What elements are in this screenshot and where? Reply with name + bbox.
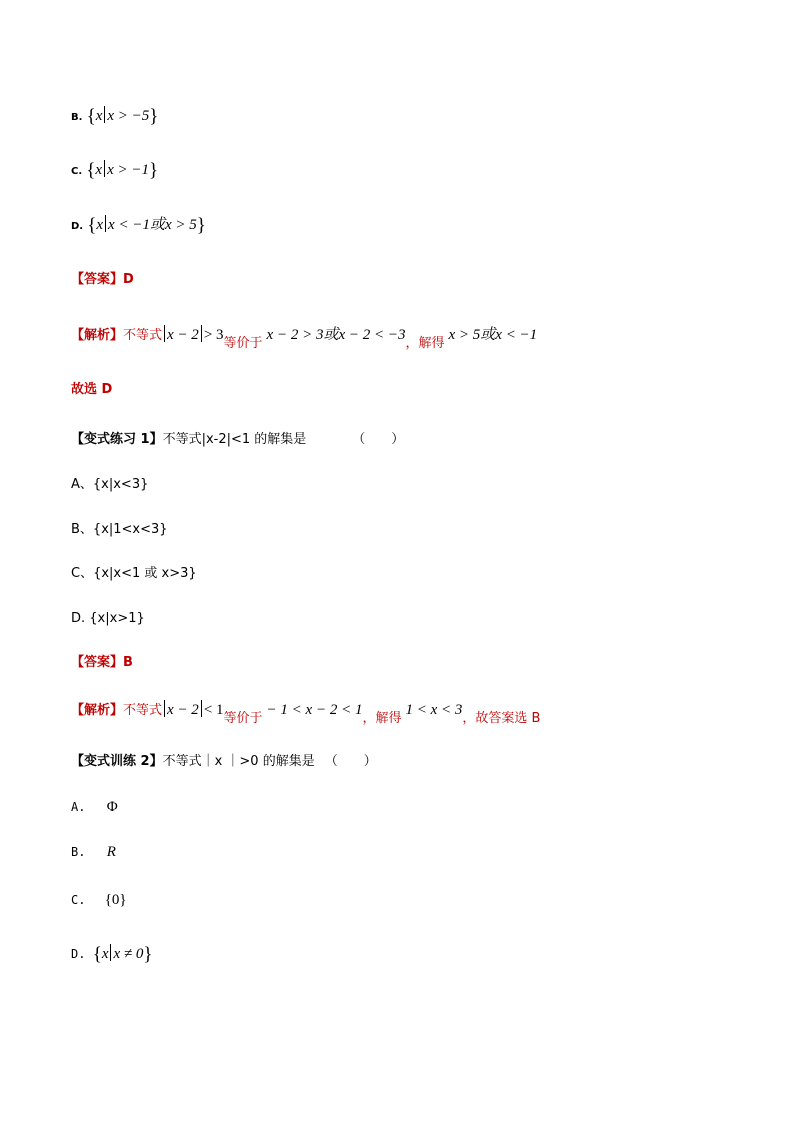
set-var: x [95,162,103,178]
set-bar [104,160,105,177]
question-2 [71,430,404,450]
q3-option-a [71,797,118,817]
option-label: B. [71,112,83,123]
analysis-text: 等价于 [223,336,263,351]
question-3 [71,752,377,772]
q2-option-a: A、{x|x<3} [71,477,149,492]
abs-bar-left [164,325,165,342]
option-label: C. [71,893,86,907]
question-paren: （ ） [324,754,377,769]
conclusion-text: 故选 D [71,382,113,397]
analysis-math: x − 2 > 3或x − 2 < −3 [266,327,406,343]
option-value: R [106,844,116,860]
abs-relation: < 1 [203,702,224,718]
analysis-text: ，解得 [362,711,402,726]
analysis-text: ，解得 [405,336,445,351]
q3-option-b [71,842,116,862]
answer-value: B [123,655,133,670]
answer-1 [71,270,134,290]
abs-bar-left [164,700,165,717]
set-var: x [96,217,104,233]
analysis-bracket: 【解析】 [71,328,124,343]
analysis-text: 不等式 [123,328,163,343]
left-brace: { [86,160,96,181]
analysis-1 [71,325,538,351]
analysis-math: − 1 < x − 2 < 1 [266,702,363,718]
abs-relation: > 3 [203,327,224,343]
q2-option-d: D. {x|x>1} [71,611,145,626]
option-value: {0} [104,892,127,908]
set-var: x [101,946,109,962]
option-label: D. [71,221,84,232]
option-label: A. [71,800,86,814]
left-brace: { [87,215,97,236]
option-value: Φ [106,799,118,815]
answer-bracket: 【答案】 [71,655,124,670]
option-d-top [71,215,206,237]
abs-inner: x − 2 [167,327,199,343]
left-brace: { [86,106,96,127]
right-brace: } [148,160,159,181]
right-brace: } [143,944,153,965]
option-c-top [71,160,158,182]
analysis-math: x > 5或x < −1 [448,327,538,343]
set-bar [105,215,106,232]
abs-inner: x − 2 [167,702,199,718]
set-condition: x > −5 [107,108,150,124]
question-title: 【变式练习 1】 [71,432,163,447]
answer-bracket: 【答案】 [71,272,124,287]
abs-bar-right [201,700,202,717]
option-label: D. [71,947,86,961]
abs-bar-right [201,325,202,342]
analysis-text: 不等式 [123,703,163,718]
right-brace: } [149,106,159,127]
question-title: 【变式训练 2】 [71,754,163,769]
q2-option-c: C、{x|x<1 或 x>3} [71,566,197,581]
right-brace: } [196,215,206,236]
option-label: B. [71,845,86,859]
answer-2 [71,653,133,673]
left-brace: { [92,944,102,965]
analysis-text: ，故答案选 B [462,711,541,726]
analysis-math: 1 < x < 3 [405,702,463,718]
analysis-2 [71,700,541,726]
set-bar [104,106,105,123]
set-var: x [95,108,103,124]
analysis-text: 等价于 [223,711,263,726]
question-paren: （ ） [352,432,405,447]
option-b-top [71,106,158,128]
option-label: C. [71,166,83,177]
question-text: 不等式|x-2|<1 的解集是 [162,432,307,447]
conclusion-1 [71,380,112,400]
set-condition: x > −1 [107,162,149,178]
question-text: 不等式｜x ｜>0 的解集是 [162,754,315,769]
set-condition: x ≠ 0 [113,946,144,962]
answer-value: D [123,272,134,287]
q3-option-d [71,944,153,965]
q2-option-b: B、{x|1<x<3} [71,522,168,537]
analysis-bracket: 【解析】 [71,703,124,718]
q3-option-c [71,890,127,910]
set-condition: x < −1或x > 5 [108,217,197,233]
set-bar [110,944,111,961]
